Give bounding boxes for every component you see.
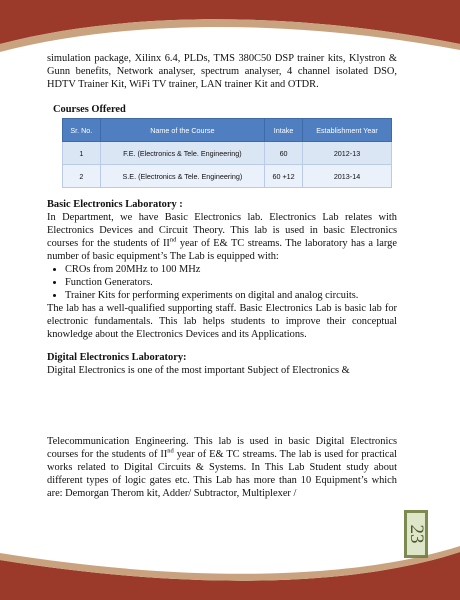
col-establishment-year: Establishment Year — [303, 119, 392, 142]
superscript: nd — [167, 447, 174, 455]
digital-lab-paragraph-2 — [47, 435, 397, 500]
table-row — [63, 165, 392, 188]
cell-establishment-year: 2013-14 — [303, 165, 392, 188]
digital-lab-p2-text: Telecommunication Engineering. This lab is used in basic Digital Electronics courses for the students of II — [47, 436, 397, 460]
basic-lab-heading: Basic Electronics Laboratory : — [47, 199, 183, 210]
basic-lab-paragraph-2: The lab has a well-qualified supporting staff. Basic Electronics Lab is basic lab for electronic fundamentals. This lab helps students to improve their conceptual knowledge about the Electronics Devices and its Applications. — [47, 303, 397, 340]
intro-paragraph: simulation package, Xilinx 6.4, PLDs, TMS 380C50 DSP trainer kits, Klystron & Gunn benefits, Network analyser, spectrum analyser, 4 channel isolated DSO, HDTV Trainer Kit, WiFi TV trainer, LAN trainer Kit and OTDR. — [47, 53, 397, 90]
digital-lab-heading: Digital Electronics Laboratory: — [47, 352, 187, 363]
basic-lab-paragraph-1 — [47, 211, 397, 263]
digital-lab-p2-text-cont: year of E& TC streams. The lab is used for practical works related to Digital Circuits & Systems. In This Lab Student study about different types of logic gates etc. This Lab has more than 10 Equipment’s which are: Demorgan Therom kit, Adder/ Subtractor, Multiplexer / — [47, 449, 397, 499]
cell-sr-no: 1 — [63, 142, 101, 165]
superscript: nd — [169, 236, 177, 244]
list-item: • Trainer Kits for performing experiments on digital and analog circuits. — [65, 289, 397, 302]
cell-intake: 60 — [265, 142, 303, 165]
list-item: • CROs from 20MHz to 100 MHz — [65, 263, 397, 276]
equipment-list — [47, 263, 397, 302]
col-sr-no: Sr. No. — [63, 119, 101, 142]
cell-establishment-year: 2012-13 — [303, 142, 392, 165]
basic-lab-section — [47, 198, 397, 341]
col-course-name: Name of the Course — [100, 119, 265, 142]
table-row — [63, 142, 392, 165]
col-intake: Intake — [265, 119, 303, 142]
cell-course-name: F.E. (Electronics & Tele. Engineering) — [100, 142, 265, 165]
digital-lab-section — [47, 351, 397, 500]
courses-table — [62, 118, 392, 188]
basic-lab-p1-text-cont: year of E& TC streams. The laboratory has a large number of basic equipment’s The Lab is equipped with: — [47, 238, 397, 262]
courses-table-header — [63, 119, 392, 142]
basic-lab-p1-text: In Department, we have Basic Electronics lab. Electronics Lab relates with Electronics Devices and Circuit Theory. This lab is used in basic Electronics courses for the students of II — [47, 212, 397, 249]
page-number: 23 — [406, 524, 427, 544]
list-item: • Function Generators. — [65, 276, 397, 289]
cell-course-name: S.E. (Electronics & Tele. Engineering) — [100, 165, 265, 188]
cell-intake: 60 +12 — [265, 165, 303, 188]
digital-lab-paragraph-1: Digital Electronics is one of the most important Subject of Electronics & — [47, 365, 350, 376]
blank-space — [47, 377, 397, 435]
document-body — [47, 52, 397, 500]
cell-sr-no: 2 — [63, 165, 101, 188]
courses-heading: Courses Offered — [53, 104, 126, 115]
